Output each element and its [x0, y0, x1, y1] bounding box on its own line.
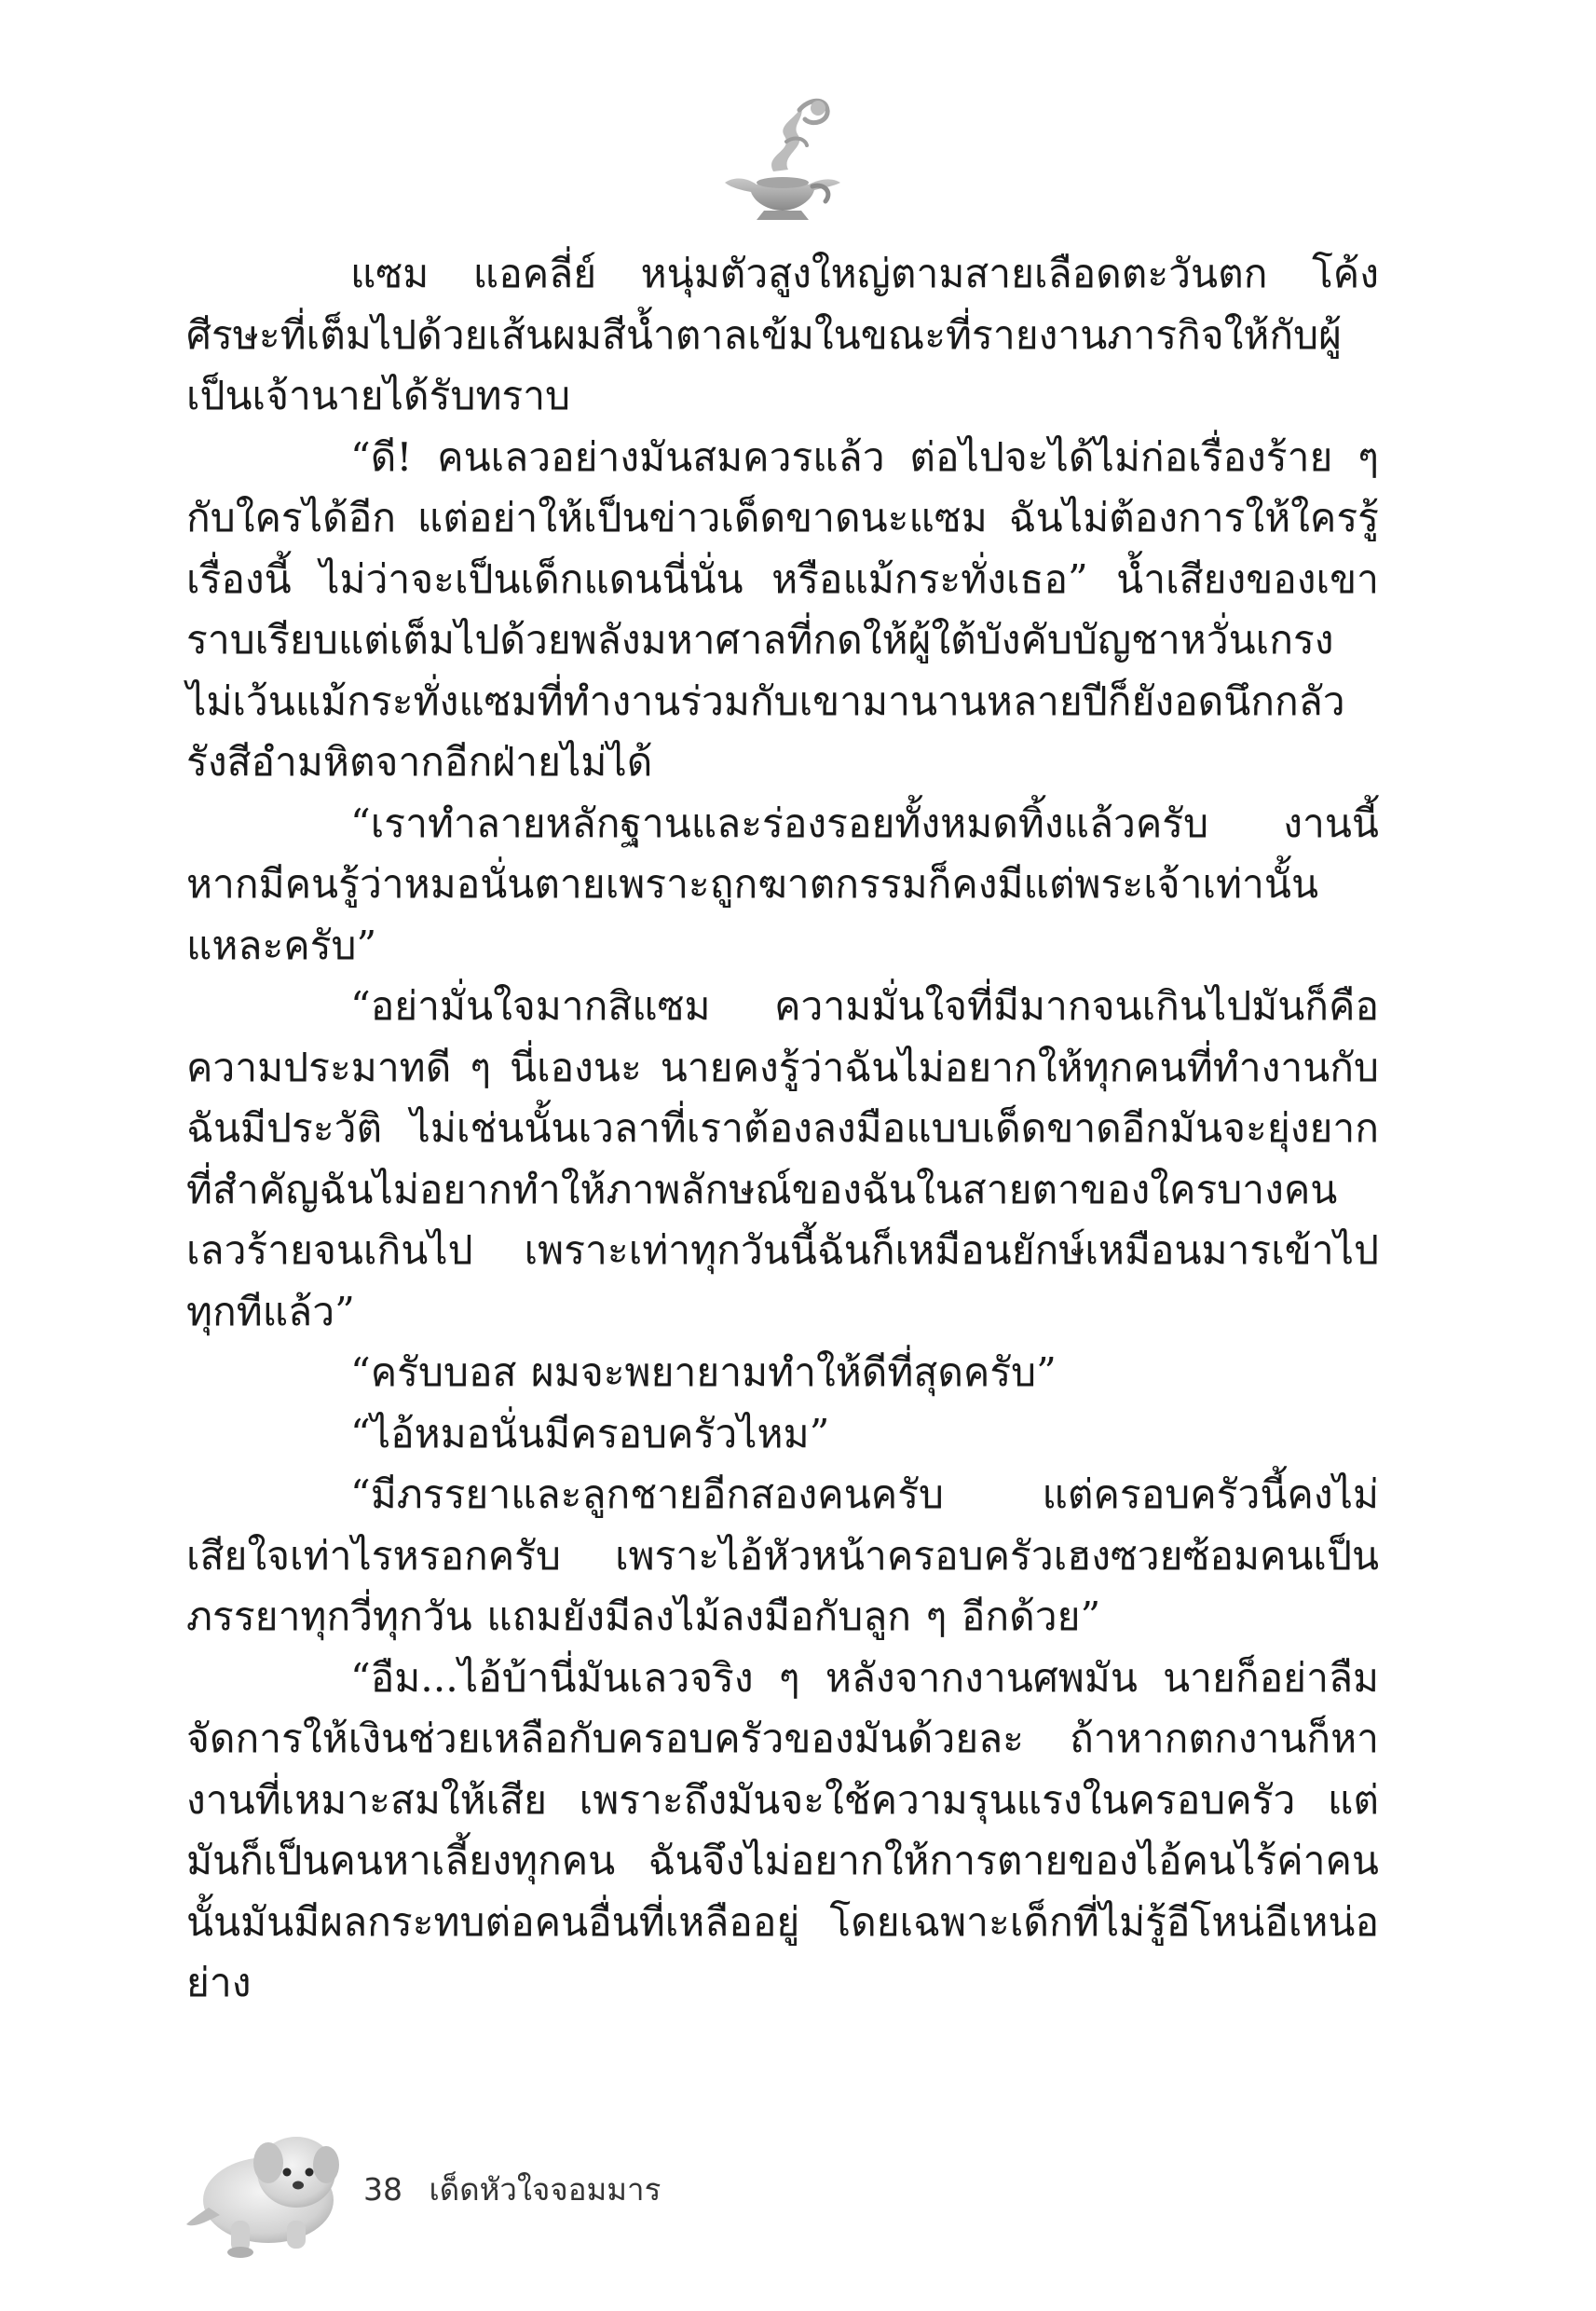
- body-text: [186, 244, 1379, 2015]
- paragraph: “มีภรรยาและลูกชายอีกสองคนครับ แต่ครอบครัวนี้คงไม่เสียใจเท่าไรหรอกครับ เพราะไอ้หัวหน้าครอบครัวเฮงซวยซ้อมคนเป็นภรรยาทุกวี่ทุกวัน แถมยังมีลงไม้ลงมือกับลูก ๆ อีกด้วย”: [186, 1472, 1379, 1640]
- book-title: เด็ดหัวใจจอมมาร: [429, 2171, 662, 2208]
- paragraph: แซม แอคลี่ย์ หนุ่มตัวสูงใหญ่ตามสายเลือดตะวันตก โค้งศีรษะที่เต็มไปด้วยเส้นผมสีน้ำตาลเข้มในขณะที่รายงานภารกิจให้กับผู้เป็นเจ้านายได้รับทราบ: [186, 252, 1379, 419]
- paragraph: “ดี! คนเลวอย่างมันสมควรแล้ว ต่อไปจะได้ไม่ก่อเรื่องร้าย ๆ กับใครได้อีก แต่อย่าให้เป็นข่าวเด็ดขาดนะแซม ฉันไม่ต้องการให้ใครรู้เรื่องนี้ ไม่ว่าจะเป็นเด็กแดนนี่นั่น หรือแม้กระทั่งเธอ” น้ำเสียงของเขาราบเรียบแต่เต็มไปด้วยพลังมหาศาลที่กดให้ผู้ใต้บังคับบัญชาหวั่นเกรงไม่เว้นแม้กระทั่งแซมที่ทำงานร่วมกับเขามานานหลายปีก็ยังอดนึกกลัวรังสีอำมหิตจากอีกฝ่ายไม่ได้: [186, 434, 1379, 786]
- footer-label: [363, 2165, 661, 2214]
- page-number: 38: [363, 2171, 402, 2208]
- paragraph: “เราทำลายหลักฐานและร่องรอยทั้งหมดทิ้งแล้วครับ งานนี้หากมีคนรู้ว่าหมอนั่นตายเพราะถูกฆาตกรรมก็คงมีแต่พระเจ้าเท่านั้นแหละครับ”: [186, 800, 1379, 969]
- genie-lamp-icon: [708, 89, 857, 229]
- paragraph: “ครับบอส ผมจะพยายามทำให้ดีที่สุดครับ”: [350, 1350, 1057, 1396]
- paragraph: “ไอ้หมอนั่นมีครอบครัวไหม”: [350, 1411, 830, 1457]
- page-footer: [177, 2111, 829, 2260]
- puppy-icon: [177, 2111, 363, 2260]
- paragraph: “อืม...ไอ้บ้านี่มันเลวจริง ๆ หลังจากงานศพมัน นายก็อย่าลืมจัดการให้เงินช่วยเหลือกับครอบครัวของมันด้วยละ ถ้าหากตกงานก็หางานที่เหมาะสมให้เสีย เพราะถึงมันจะใช้ความรุนแรงในครอบครัว แต่มันก็เป็นคนหาเลี้ยงทุกคน ฉันจึงไม่อยากให้การตายของไอ้คนไร้ค่าคนนั้นมันมีผลกระทบต่อคนอื่นที่เหลืออยู่ โดยเฉพาะเด็กที่ไม่รู้อีโหน่อีเหน่อย่าง: [186, 1655, 1379, 2006]
- paragraph: “อย่ามั่นใจมากสิแซม ความมั่นใจที่มีมากจนเกินไปมันก็คือความประมาทดี ๆ นี่เองนะ นายคงรู้ว่าฉันไม่อยากให้ทุกคนที่ทำงานกับฉันมีประวัติ ไม่เช่นนั้นเวลาที่เราต้องลงมือแบบเด็ดขาดอีกมันจะยุ่งยากที่สำคัญฉันไม่อยากทำให้ภาพลักษณ์ของฉันในสายตาของใครบางคนเลวร้ายจนเกินไป เพราะเท่าทุกวันนี้ฉันก็เหมือนยักษ์เหมือนมารเข้าไปทุกทีแล้ว”: [186, 984, 1379, 1335]
